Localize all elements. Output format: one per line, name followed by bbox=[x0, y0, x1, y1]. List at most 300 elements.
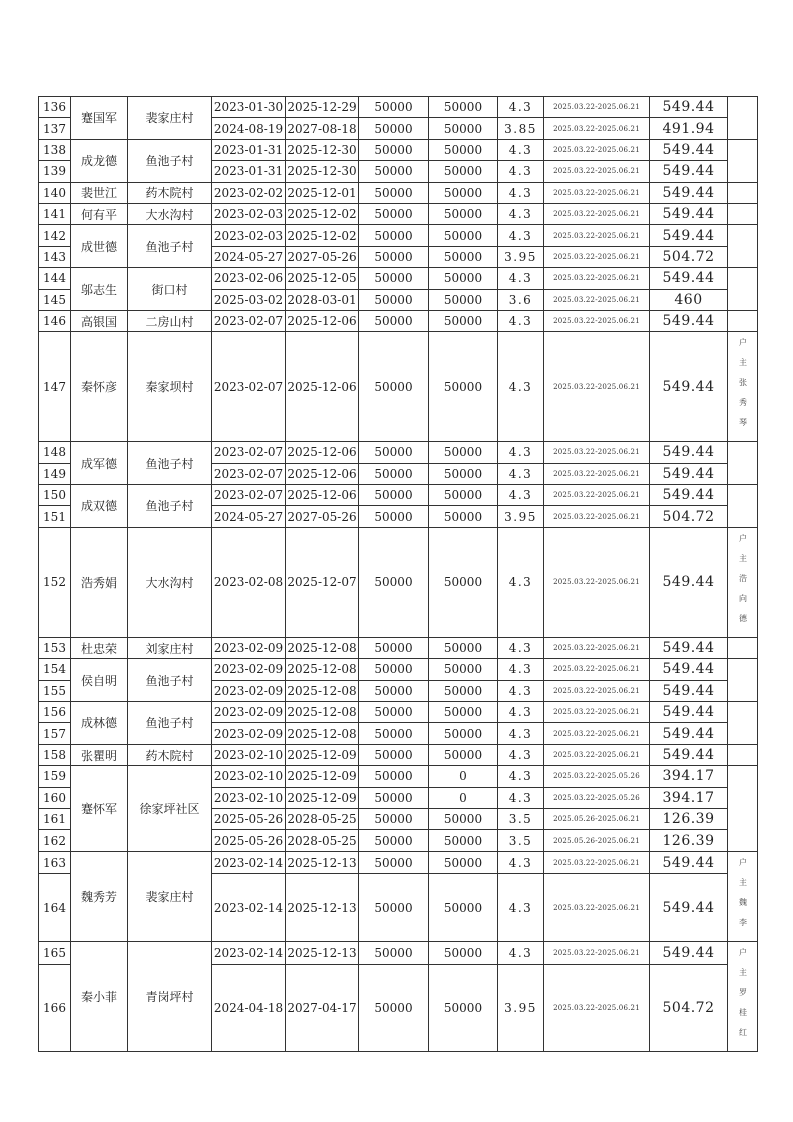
interest-period: 2025.03.22-2025.06.21 bbox=[544, 139, 650, 160]
row-number: 143 bbox=[39, 246, 71, 267]
table-row bbox=[39, 182, 758, 203]
subsidy-amount: 549.44 bbox=[650, 851, 728, 874]
row-number: 147 bbox=[39, 332, 71, 442]
interest-period: 2025.03.22-2025.06.21 bbox=[544, 964, 650, 1051]
start-date: 2023-02-03 bbox=[212, 225, 286, 246]
start-date: 2024-08-19 bbox=[212, 118, 286, 139]
loan-amount: 50000 bbox=[359, 637, 429, 658]
table-row bbox=[39, 225, 758, 246]
interest-rate: 4.3 bbox=[498, 787, 544, 808]
interest-period: 2025.03.22-2025.06.21 bbox=[544, 225, 650, 246]
balance: 50000 bbox=[429, 225, 498, 246]
subsidy-amount: 549.44 bbox=[650, 225, 728, 246]
interest-period: 2025.03.22-2025.06.21 bbox=[544, 246, 650, 267]
subsidy-amount: 394.17 bbox=[650, 766, 728, 787]
end-date: 2027-05-26 bbox=[286, 506, 359, 527]
loan-amount: 50000 bbox=[359, 289, 429, 310]
balance: 50000 bbox=[429, 139, 498, 160]
interest-period: 2025.03.22-2025.06.21 bbox=[544, 118, 650, 139]
interest-rate: 4.3 bbox=[498, 310, 544, 331]
loan-amount: 50000 bbox=[359, 659, 429, 680]
row-number: 156 bbox=[39, 702, 71, 723]
loan-amount: 50000 bbox=[359, 139, 429, 160]
loan-amount: 50000 bbox=[359, 851, 429, 874]
borrower-name: 何有平 bbox=[71, 203, 128, 224]
row-number: 150 bbox=[39, 485, 71, 506]
remark bbox=[728, 941, 758, 1051]
subsidy-amount: 549.44 bbox=[650, 182, 728, 203]
loan-amount: 50000 bbox=[359, 787, 429, 808]
loan-amount: 50000 bbox=[359, 97, 429, 118]
table-row bbox=[39, 442, 758, 463]
loan-amount: 50000 bbox=[359, 808, 429, 829]
row-number: 163 bbox=[39, 851, 71, 874]
start-date: 2023-02-09 bbox=[212, 680, 286, 701]
interest-period: 2025.03.22-2025.06.21 bbox=[544, 506, 650, 527]
loan-amount: 50000 bbox=[359, 225, 429, 246]
table-row bbox=[39, 485, 758, 506]
start-date: 2023-02-14 bbox=[212, 941, 286, 964]
table-row bbox=[39, 268, 758, 289]
row-number: 157 bbox=[39, 723, 71, 744]
balance: 50000 bbox=[429, 182, 498, 203]
balance: 50000 bbox=[429, 830, 498, 851]
row-number: 164 bbox=[39, 874, 71, 941]
interest-period: 2025.03.22-2025.06.21 bbox=[544, 744, 650, 765]
remark-text: 户主浩向德 bbox=[738, 533, 748, 634]
subsidy-amount: 504.72 bbox=[650, 964, 728, 1051]
interest-period: 2025.03.22-2025.05.26 bbox=[544, 787, 650, 808]
row-number: 146 bbox=[39, 310, 71, 331]
interest-rate: 4.3 bbox=[498, 225, 544, 246]
row-number: 153 bbox=[39, 637, 71, 658]
borrower-name: 成世德 bbox=[71, 225, 128, 268]
balance: 50000 bbox=[429, 851, 498, 874]
interest-rate: 4.3 bbox=[498, 851, 544, 874]
loan-amount: 50000 bbox=[359, 463, 429, 484]
loan-amount: 50000 bbox=[359, 182, 429, 203]
subsidy-amount: 549.44 bbox=[650, 702, 728, 723]
table-row bbox=[39, 527, 758, 637]
balance: 50000 bbox=[429, 442, 498, 463]
subsidy-amount: 549.44 bbox=[650, 659, 728, 680]
start-date: 2023-01-30 bbox=[212, 97, 286, 118]
loan-amount: 50000 bbox=[359, 766, 429, 787]
loan-amount: 50000 bbox=[359, 723, 429, 744]
start-date: 2023-02-14 bbox=[212, 851, 286, 874]
balance: 50000 bbox=[429, 527, 498, 637]
balance: 50000 bbox=[429, 246, 498, 267]
balance: 50000 bbox=[429, 680, 498, 701]
remark bbox=[728, 442, 758, 485]
loan-amount: 50000 bbox=[359, 744, 429, 765]
end-date: 2028-05-25 bbox=[286, 808, 359, 829]
borrower-name: 秦小菲 bbox=[71, 941, 128, 1051]
row-number: 139 bbox=[39, 161, 71, 182]
remark bbox=[728, 485, 758, 528]
balance: 50000 bbox=[429, 268, 498, 289]
remark-text: 户主张秀琴 bbox=[738, 338, 748, 439]
balance: 50000 bbox=[429, 118, 498, 139]
end-date: 2025-12-02 bbox=[286, 225, 359, 246]
interest-rate: 4.3 bbox=[498, 744, 544, 765]
start-date: 2023-02-03 bbox=[212, 203, 286, 224]
row-number: 162 bbox=[39, 830, 71, 851]
end-date: 2025-12-30 bbox=[286, 161, 359, 182]
balance: 0 bbox=[429, 766, 498, 787]
remark bbox=[728, 659, 758, 702]
start-date: 2023-02-09 bbox=[212, 702, 286, 723]
borrower-name: 成林德 bbox=[71, 702, 128, 745]
interest-period: 2025.03.22-2025.06.21 bbox=[544, 851, 650, 874]
interest-rate: 4.3 bbox=[498, 874, 544, 941]
subsidy-amount: 460 bbox=[650, 289, 728, 310]
interest-rate: 4.3 bbox=[498, 182, 544, 203]
balance: 50000 bbox=[429, 723, 498, 744]
loan-amount: 50000 bbox=[359, 527, 429, 637]
end-date: 2025-12-08 bbox=[286, 723, 359, 744]
loan-amount: 50000 bbox=[359, 964, 429, 1051]
interest-period: 2025.03.22-2025.06.21 bbox=[544, 268, 650, 289]
remark bbox=[728, 225, 758, 268]
end-date: 2025-12-06 bbox=[286, 332, 359, 442]
start-date: 2023-02-09 bbox=[212, 659, 286, 680]
borrower-name: 秦怀彦 bbox=[71, 332, 128, 442]
subsidy-amount: 549.44 bbox=[650, 637, 728, 658]
end-date: 2027-04-17 bbox=[286, 964, 359, 1051]
row-number: 141 bbox=[39, 203, 71, 224]
loan-interest-table bbox=[38, 96, 758, 1052]
loan-amount: 50000 bbox=[359, 680, 429, 701]
interest-period: 2025.03.22-2025.05.26 bbox=[544, 766, 650, 787]
start-date: 2024-04-18 bbox=[212, 964, 286, 1051]
remark bbox=[728, 203, 758, 224]
start-date: 2023-02-08 bbox=[212, 527, 286, 637]
row-number: 151 bbox=[39, 506, 71, 527]
subsidy-amount: 126.39 bbox=[650, 830, 728, 851]
start-date: 2023-02-10 bbox=[212, 744, 286, 765]
table-row bbox=[39, 659, 758, 680]
table-row bbox=[39, 637, 758, 658]
balance: 50000 bbox=[429, 808, 498, 829]
balance: 0 bbox=[429, 787, 498, 808]
start-date: 2023-02-10 bbox=[212, 787, 286, 808]
subsidy-amount: 549.44 bbox=[650, 527, 728, 637]
village: 大水沟村 bbox=[128, 527, 212, 637]
interest-period: 2025.03.22-2025.06.21 bbox=[544, 941, 650, 964]
village: 大水沟村 bbox=[128, 203, 212, 224]
row-number: 165 bbox=[39, 941, 71, 964]
interest-period: 2025.03.22-2025.06.21 bbox=[544, 874, 650, 941]
table-row bbox=[39, 744, 758, 765]
subsidy-amount: 549.44 bbox=[650, 97, 728, 118]
interest-period: 2025.05.26-2025.06.21 bbox=[544, 808, 650, 829]
interest-period: 2025.03.22-2025.06.21 bbox=[544, 442, 650, 463]
loan-amount: 50000 bbox=[359, 941, 429, 964]
village: 街口村 bbox=[128, 268, 212, 311]
end-date: 2025-12-09 bbox=[286, 766, 359, 787]
borrower-name: 杜忠荣 bbox=[71, 637, 128, 658]
interest-period: 2025.03.22-2025.06.21 bbox=[544, 463, 650, 484]
interest-rate: 3.95 bbox=[498, 964, 544, 1051]
subsidy-amount: 549.44 bbox=[650, 680, 728, 701]
subsidy-amount: 549.44 bbox=[650, 723, 728, 744]
borrower-name: 蹇怀军 bbox=[71, 766, 128, 852]
village: 裴家庄村 bbox=[128, 97, 212, 140]
interest-period: 2025.03.22-2025.06.21 bbox=[544, 289, 650, 310]
remark bbox=[728, 766, 758, 852]
end-date: 2028-03-01 bbox=[286, 289, 359, 310]
end-date: 2025-12-05 bbox=[286, 268, 359, 289]
subsidy-amount: 394.17 bbox=[650, 787, 728, 808]
remark bbox=[728, 637, 758, 658]
village: 鱼池子村 bbox=[128, 485, 212, 528]
interest-rate: 3.95 bbox=[498, 246, 544, 267]
interest-rate: 4.3 bbox=[498, 442, 544, 463]
remark bbox=[728, 527, 758, 637]
interest-period: 2025.03.22-2025.06.21 bbox=[544, 161, 650, 182]
end-date: 2025-12-07 bbox=[286, 527, 359, 637]
end-date: 2025-12-01 bbox=[286, 182, 359, 203]
end-date: 2027-05-26 bbox=[286, 246, 359, 267]
balance: 50000 bbox=[429, 332, 498, 442]
loan-amount: 50000 bbox=[359, 485, 429, 506]
end-date: 2025-12-06 bbox=[286, 442, 359, 463]
village: 鱼池子村 bbox=[128, 442, 212, 485]
interest-period: 2025.03.22-2025.06.21 bbox=[544, 659, 650, 680]
remark bbox=[728, 310, 758, 331]
end-date: 2025-12-13 bbox=[286, 851, 359, 874]
row-number: 149 bbox=[39, 463, 71, 484]
end-date: 2025-12-08 bbox=[286, 637, 359, 658]
interest-period: 2025.03.22-2025.06.21 bbox=[544, 680, 650, 701]
loan-amount: 50000 bbox=[359, 874, 429, 941]
loan-amount: 50000 bbox=[359, 246, 429, 267]
interest-period: 2025.03.22-2025.06.21 bbox=[544, 485, 650, 506]
borrower-name: 张瞿明 bbox=[71, 744, 128, 765]
village: 鱼池子村 bbox=[128, 225, 212, 268]
subsidy-amount: 549.44 bbox=[650, 485, 728, 506]
village: 秦家坝村 bbox=[128, 332, 212, 442]
row-number: 152 bbox=[39, 527, 71, 637]
end-date: 2025-12-06 bbox=[286, 463, 359, 484]
start-date: 2023-02-07 bbox=[212, 442, 286, 463]
end-date: 2025-12-09 bbox=[286, 787, 359, 808]
loan-amount: 50000 bbox=[359, 203, 429, 224]
loan-amount: 50000 bbox=[359, 118, 429, 139]
subsidy-amount: 491.94 bbox=[650, 118, 728, 139]
row-number: 155 bbox=[39, 680, 71, 701]
borrower-name: 侯自明 bbox=[71, 659, 128, 702]
table-row bbox=[39, 766, 758, 787]
borrower-name: 浩秀娟 bbox=[71, 527, 128, 637]
end-date: 2025-12-06 bbox=[286, 485, 359, 506]
interest-period: 2025.03.22-2025.06.21 bbox=[544, 310, 650, 331]
row-number: 161 bbox=[39, 808, 71, 829]
remark bbox=[728, 332, 758, 442]
loan-amount: 50000 bbox=[359, 506, 429, 527]
interest-rate: 4.3 bbox=[498, 723, 544, 744]
village: 鱼池子村 bbox=[128, 702, 212, 745]
end-date: 2025-12-29 bbox=[286, 97, 359, 118]
start-date: 2023-02-07 bbox=[212, 463, 286, 484]
loan-amount: 50000 bbox=[359, 442, 429, 463]
balance: 50000 bbox=[429, 744, 498, 765]
start-date: 2023-02-07 bbox=[212, 485, 286, 506]
row-number: 137 bbox=[39, 118, 71, 139]
subsidy-amount: 504.72 bbox=[650, 506, 728, 527]
subsidy-amount: 549.44 bbox=[650, 203, 728, 224]
start-date: 2023-02-07 bbox=[212, 332, 286, 442]
interest-rate: 3.5 bbox=[498, 808, 544, 829]
borrower-name: 裴世江 bbox=[71, 182, 128, 203]
loan-amount: 50000 bbox=[359, 702, 429, 723]
interest-rate: 4.3 bbox=[498, 139, 544, 160]
row-number: 145 bbox=[39, 289, 71, 310]
village: 裴家庄村 bbox=[128, 851, 212, 941]
row-number: 136 bbox=[39, 97, 71, 118]
table-row bbox=[39, 702, 758, 723]
interest-rate: 4.3 bbox=[498, 527, 544, 637]
remark-text: 户主罗桂红 bbox=[738, 947, 748, 1048]
loan-amount: 50000 bbox=[359, 332, 429, 442]
interest-period: 2025.03.22-2025.06.21 bbox=[544, 97, 650, 118]
end-date: 2027-08-18 bbox=[286, 118, 359, 139]
row-number: 158 bbox=[39, 744, 71, 765]
row-number: 138 bbox=[39, 139, 71, 160]
end-date: 2025-12-30 bbox=[286, 139, 359, 160]
start-date: 2023-02-10 bbox=[212, 766, 286, 787]
remark bbox=[728, 851, 758, 941]
balance: 50000 bbox=[429, 964, 498, 1051]
balance: 50000 bbox=[429, 485, 498, 506]
interest-rate: 4.3 bbox=[498, 161, 544, 182]
interest-rate: 3.5 bbox=[498, 830, 544, 851]
subsidy-amount: 126.39 bbox=[650, 808, 728, 829]
subsidy-amount: 549.44 bbox=[650, 139, 728, 160]
balance: 50000 bbox=[429, 161, 498, 182]
interest-period: 2025.03.22-2025.06.21 bbox=[544, 332, 650, 442]
interest-period: 2025.03.22-2025.06.21 bbox=[544, 702, 650, 723]
interest-period: 2025.05.26-2025.06.21 bbox=[544, 830, 650, 851]
table-row bbox=[39, 97, 758, 118]
balance: 50000 bbox=[429, 702, 498, 723]
balance: 50000 bbox=[429, 310, 498, 331]
start-date: 2025-03-02 bbox=[212, 289, 286, 310]
start-date: 2023-02-09 bbox=[212, 723, 286, 744]
subsidy-amount: 549.44 bbox=[650, 941, 728, 964]
subsidy-amount: 549.44 bbox=[650, 332, 728, 442]
interest-rate: 4.3 bbox=[498, 659, 544, 680]
remark bbox=[728, 268, 758, 311]
borrower-name: 成龙德 bbox=[71, 139, 128, 182]
interest-rate: 4.3 bbox=[498, 941, 544, 964]
start-date: 2024-05-27 bbox=[212, 246, 286, 267]
interest-period: 2025.03.22-2025.06.21 bbox=[544, 527, 650, 637]
borrower-name: 魏秀芳 bbox=[71, 851, 128, 941]
start-date: 2023-02-09 bbox=[212, 637, 286, 658]
loan-amount: 50000 bbox=[359, 310, 429, 331]
borrower-name: 成军德 bbox=[71, 442, 128, 485]
interest-rate: 4.3 bbox=[498, 485, 544, 506]
start-date: 2023-01-31 bbox=[212, 139, 286, 160]
village: 青岗坪村 bbox=[128, 941, 212, 1051]
village: 二房山村 bbox=[128, 310, 212, 331]
balance: 50000 bbox=[429, 659, 498, 680]
start-date: 2023-01-31 bbox=[212, 161, 286, 182]
village: 刘家庄村 bbox=[128, 637, 212, 658]
end-date: 2025-12-02 bbox=[286, 203, 359, 224]
village: 鱼池子村 bbox=[128, 659, 212, 702]
interest-rate: 4.3 bbox=[498, 203, 544, 224]
start-date: 2023-02-07 bbox=[212, 310, 286, 331]
start-date: 2023-02-14 bbox=[212, 874, 286, 941]
table-row bbox=[39, 332, 758, 442]
village: 鱼池子村 bbox=[128, 139, 212, 182]
row-number: 166 bbox=[39, 964, 71, 1051]
remark bbox=[728, 702, 758, 745]
remark bbox=[728, 97, 758, 140]
interest-rate: 4.3 bbox=[498, 332, 544, 442]
balance: 50000 bbox=[429, 506, 498, 527]
start-date: 2023-02-06 bbox=[212, 268, 286, 289]
row-number: 144 bbox=[39, 268, 71, 289]
subsidy-amount: 549.44 bbox=[650, 463, 728, 484]
loan-amount: 50000 bbox=[359, 268, 429, 289]
subsidy-amount: 549.44 bbox=[650, 874, 728, 941]
balance: 50000 bbox=[429, 97, 498, 118]
subsidy-amount: 549.44 bbox=[650, 161, 728, 182]
interest-rate: 4.3 bbox=[498, 268, 544, 289]
village: 药木院村 bbox=[128, 182, 212, 203]
start-date: 2024-05-27 bbox=[212, 506, 286, 527]
interest-period: 2025.03.22-2025.06.21 bbox=[544, 182, 650, 203]
table-row bbox=[39, 310, 758, 331]
interest-rate: 4.3 bbox=[498, 680, 544, 701]
table-row bbox=[39, 203, 758, 224]
loan-amount: 50000 bbox=[359, 830, 429, 851]
interest-period: 2025.03.22-2025.06.21 bbox=[544, 203, 650, 224]
village: 药木院村 bbox=[128, 744, 212, 765]
end-date: 2025-12-08 bbox=[286, 659, 359, 680]
interest-rate: 4.3 bbox=[498, 637, 544, 658]
borrower-name: 邬志生 bbox=[71, 268, 128, 311]
row-number: 148 bbox=[39, 442, 71, 463]
borrower-name: 成双德 bbox=[71, 485, 128, 528]
interest-rate: 3.6 bbox=[498, 289, 544, 310]
row-number: 160 bbox=[39, 787, 71, 808]
table-row bbox=[39, 139, 758, 160]
interest-rate: 3.95 bbox=[498, 506, 544, 527]
row-number: 140 bbox=[39, 182, 71, 203]
interest-rate: 4.3 bbox=[498, 766, 544, 787]
remark bbox=[728, 139, 758, 182]
subsidy-amount: 504.72 bbox=[650, 246, 728, 267]
village: 徐家坪社区 bbox=[128, 766, 212, 852]
row-number: 142 bbox=[39, 225, 71, 246]
borrower-name: 蹇国军 bbox=[71, 97, 128, 140]
interest-rate: 4.3 bbox=[498, 97, 544, 118]
interest-period: 2025.03.22-2025.06.21 bbox=[544, 723, 650, 744]
interest-rate: 4.3 bbox=[498, 702, 544, 723]
start-date: 2023-02-02 bbox=[212, 182, 286, 203]
balance: 50000 bbox=[429, 874, 498, 941]
balance: 50000 bbox=[429, 203, 498, 224]
remark-text: 户主魏李 bbox=[738, 857, 748, 938]
end-date: 2025-12-09 bbox=[286, 744, 359, 765]
row-number: 154 bbox=[39, 659, 71, 680]
end-date: 2028-05-25 bbox=[286, 830, 359, 851]
